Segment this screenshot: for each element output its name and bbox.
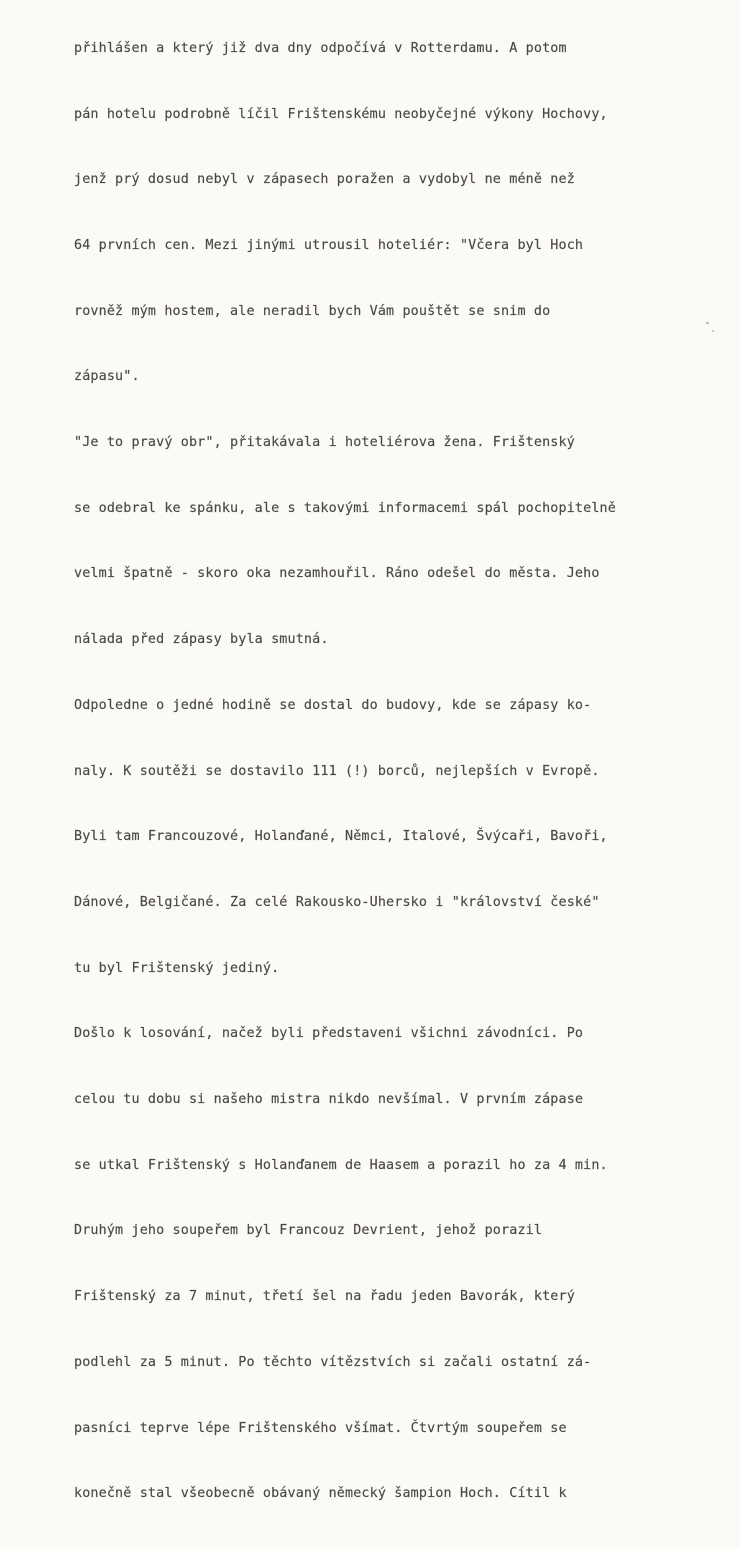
text-line-10: nálada před zápasy byla smutná. — [74, 632, 329, 648]
text-line-13: Byli tam Francouzové, Holanďané, Němci, Italové, Švýcaři, Bavoři, — [74, 829, 608, 845]
text-line-2: pán hotelu podrobně líčil Frištenskému neobyčejné výkony Hochovy, — [74, 106, 608, 122]
paper-speck — [706, 322, 709, 324]
text-line-14: Dánové, Belgičané. Za celé Rakousko-Uhersko i "království české" — [74, 894, 600, 910]
text-line-22: pasníci teprve lépe Frištenského všímat. Čtvrtým soupeřem se — [74, 1420, 567, 1436]
text-line-21: podlehl za 5 minut. Po těchto vítězstvích si začali ostatní zá- — [74, 1354, 592, 1370]
text-line-1: přihlášen a který již dva dny odpočívá v Rotterdamu. A potom — [74, 40, 567, 56]
text-line-8: se odebral ke spánku, ale s takovými informacemi spál pochopitelně — [74, 500, 616, 516]
text-line-6: zápasu". — [74, 369, 140, 385]
text-line-12: naly. K soutěži se dostavilo 111 (!) borců, nejlepších v Evropě. — [74, 763, 600, 779]
text-line-3: jenž prý dosud nebyl v zápasech poražen a vydobyl ne méně než — [74, 172, 575, 188]
text-line-17: celou tu dobu si našeho mistra nikdo nevšímal. V prvním zápase — [74, 1092, 584, 1108]
text-line-4: 64 prvních cen. Mezi jinými utrousil hoteliér: "Včera byl Hoch — [74, 237, 584, 253]
text-line-23: konečně stal všeobecně obávaný německý šampion Hoch. Cítil k — [74, 1486, 567, 1502]
text-line-11: Odpoledne o jedné hodině se dostal do budovy, kde se zápasy ko- — [74, 697, 592, 713]
text-line-9: velmi špatně - skoro oka nezamhouřil. Ráno odešel do města. Jeho — [74, 566, 600, 582]
text-line-16: Došlo k losování, načež byli představeni všichni závodníci. Po — [74, 1026, 584, 1042]
text-line-5: rovněž mým hostem, ale neradil bych Vám pouštět se snim do — [74, 303, 551, 319]
typed-text-block — [74, 0, 714, 1549]
text-line-7: "Je to pravý obr", přitakávala i hoteliérova žena. Frištenský — [74, 435, 575, 451]
text-line-15: tu byl Frištenský jediný. — [74, 960, 280, 976]
text-line-20: Frištenský za 7 minut, třetí šel na řadu jeden Bavorák, který — [74, 1289, 575, 1305]
text-line-19: Druhým jeho soupeřem byl Francouz Devrient, jehož porazil — [74, 1223, 543, 1239]
paper-speck — [712, 330, 714, 332]
text-line-18: se utkal Frištenský s Holanďanem de Haasem a porazil ho za 4 min. — [74, 1157, 608, 1173]
